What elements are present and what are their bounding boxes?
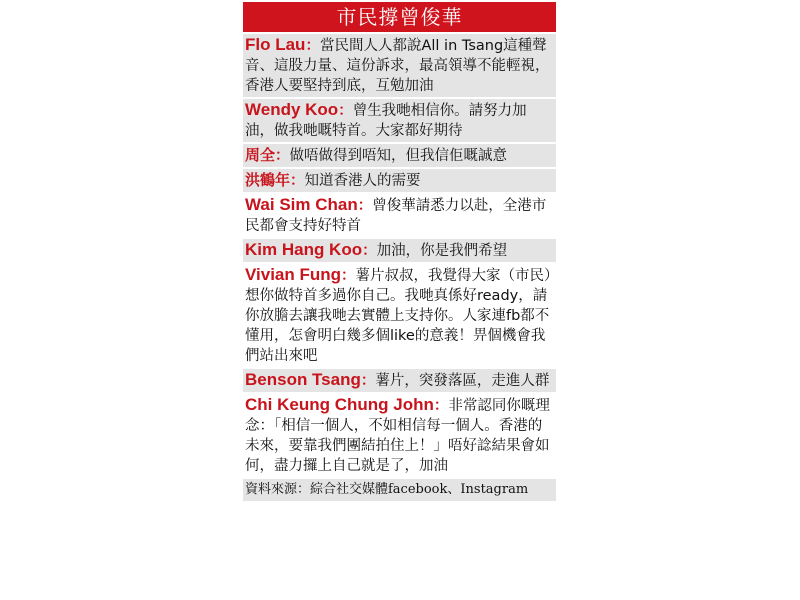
comment-text: 做唔做得到唔知，但我信佢嘅誠意 xyxy=(289,148,508,164)
source-credit: 資料來源：綜合社交媒體facebook、Instagram xyxy=(243,479,556,501)
commenter-name: 周全 xyxy=(245,146,276,164)
comment-text: 知道香港人的需要 xyxy=(304,173,421,189)
comment-item xyxy=(243,194,556,237)
comment-text: 薯片，突發落區，走進人群 xyxy=(375,373,550,389)
commenter-name: Chi Keung Chung John xyxy=(245,395,434,414)
name-colon: ： xyxy=(362,243,377,259)
comment-item xyxy=(243,99,556,142)
comment-item xyxy=(243,144,556,167)
commenter-name: Flo Lau xyxy=(245,35,306,54)
comment-item xyxy=(243,369,556,392)
commenter-name: Wai Sim Chan xyxy=(245,195,358,214)
name-colon: ： xyxy=(290,173,305,189)
comment-text: 加油，你是我們希望 xyxy=(376,243,508,259)
commenter-name: Vivian Fung xyxy=(245,265,342,284)
commenter-name: Kim Hang Koo xyxy=(245,240,363,259)
commenter-name: 洪鶴年 xyxy=(245,171,291,189)
panel-title: 市民撐曾俊華 xyxy=(243,2,556,32)
name-colon: ： xyxy=(275,148,290,164)
commenter-name: Wendy Koo xyxy=(245,100,339,119)
comment-text: 非常認同你嘅理念：「相信一個人，不如相信每一個人。香港的未來，要靠我們團結拍住上！」唔好諗結果會如何，盡力攞上自己就是了，加油 xyxy=(245,398,550,474)
comment-text: 薯片叔叔，我覺得大家（市民）想你做特首多過你自己。我哋真係好ready，請你放膽去讓我哋去實體上支持你。人家連fb都不懂用，怎會明白幾多個like的意義！畀個機會我們站出來吧 xyxy=(245,268,552,364)
comment-item xyxy=(243,169,556,192)
comment-item xyxy=(243,264,556,367)
name-colon: ： xyxy=(305,38,320,54)
comment-item xyxy=(243,34,556,97)
comment-item xyxy=(243,394,556,477)
name-colon: ： xyxy=(360,373,376,389)
commenter-name: Benson Tsang xyxy=(245,370,361,389)
name-colon: ： xyxy=(433,398,449,414)
comment-text: 曾俊華請悉力以赴，全港市民都會支持好特首 xyxy=(245,198,547,234)
name-colon: ： xyxy=(338,103,353,119)
comment-text: 曾生我哋相信你。請努力加油，做我哋嘅特首。大家都好期待 xyxy=(245,103,527,139)
comment-item xyxy=(243,239,556,262)
name-colon: ： xyxy=(357,198,373,214)
comment-panel xyxy=(243,2,556,578)
name-colon: ： xyxy=(341,268,356,284)
comment-text: 當民間人人都說All in Tsang這種聲音、這股力量、這份訴求，最高領導不能輕視，香港人要堅持到底，互勉加油 xyxy=(245,38,550,94)
